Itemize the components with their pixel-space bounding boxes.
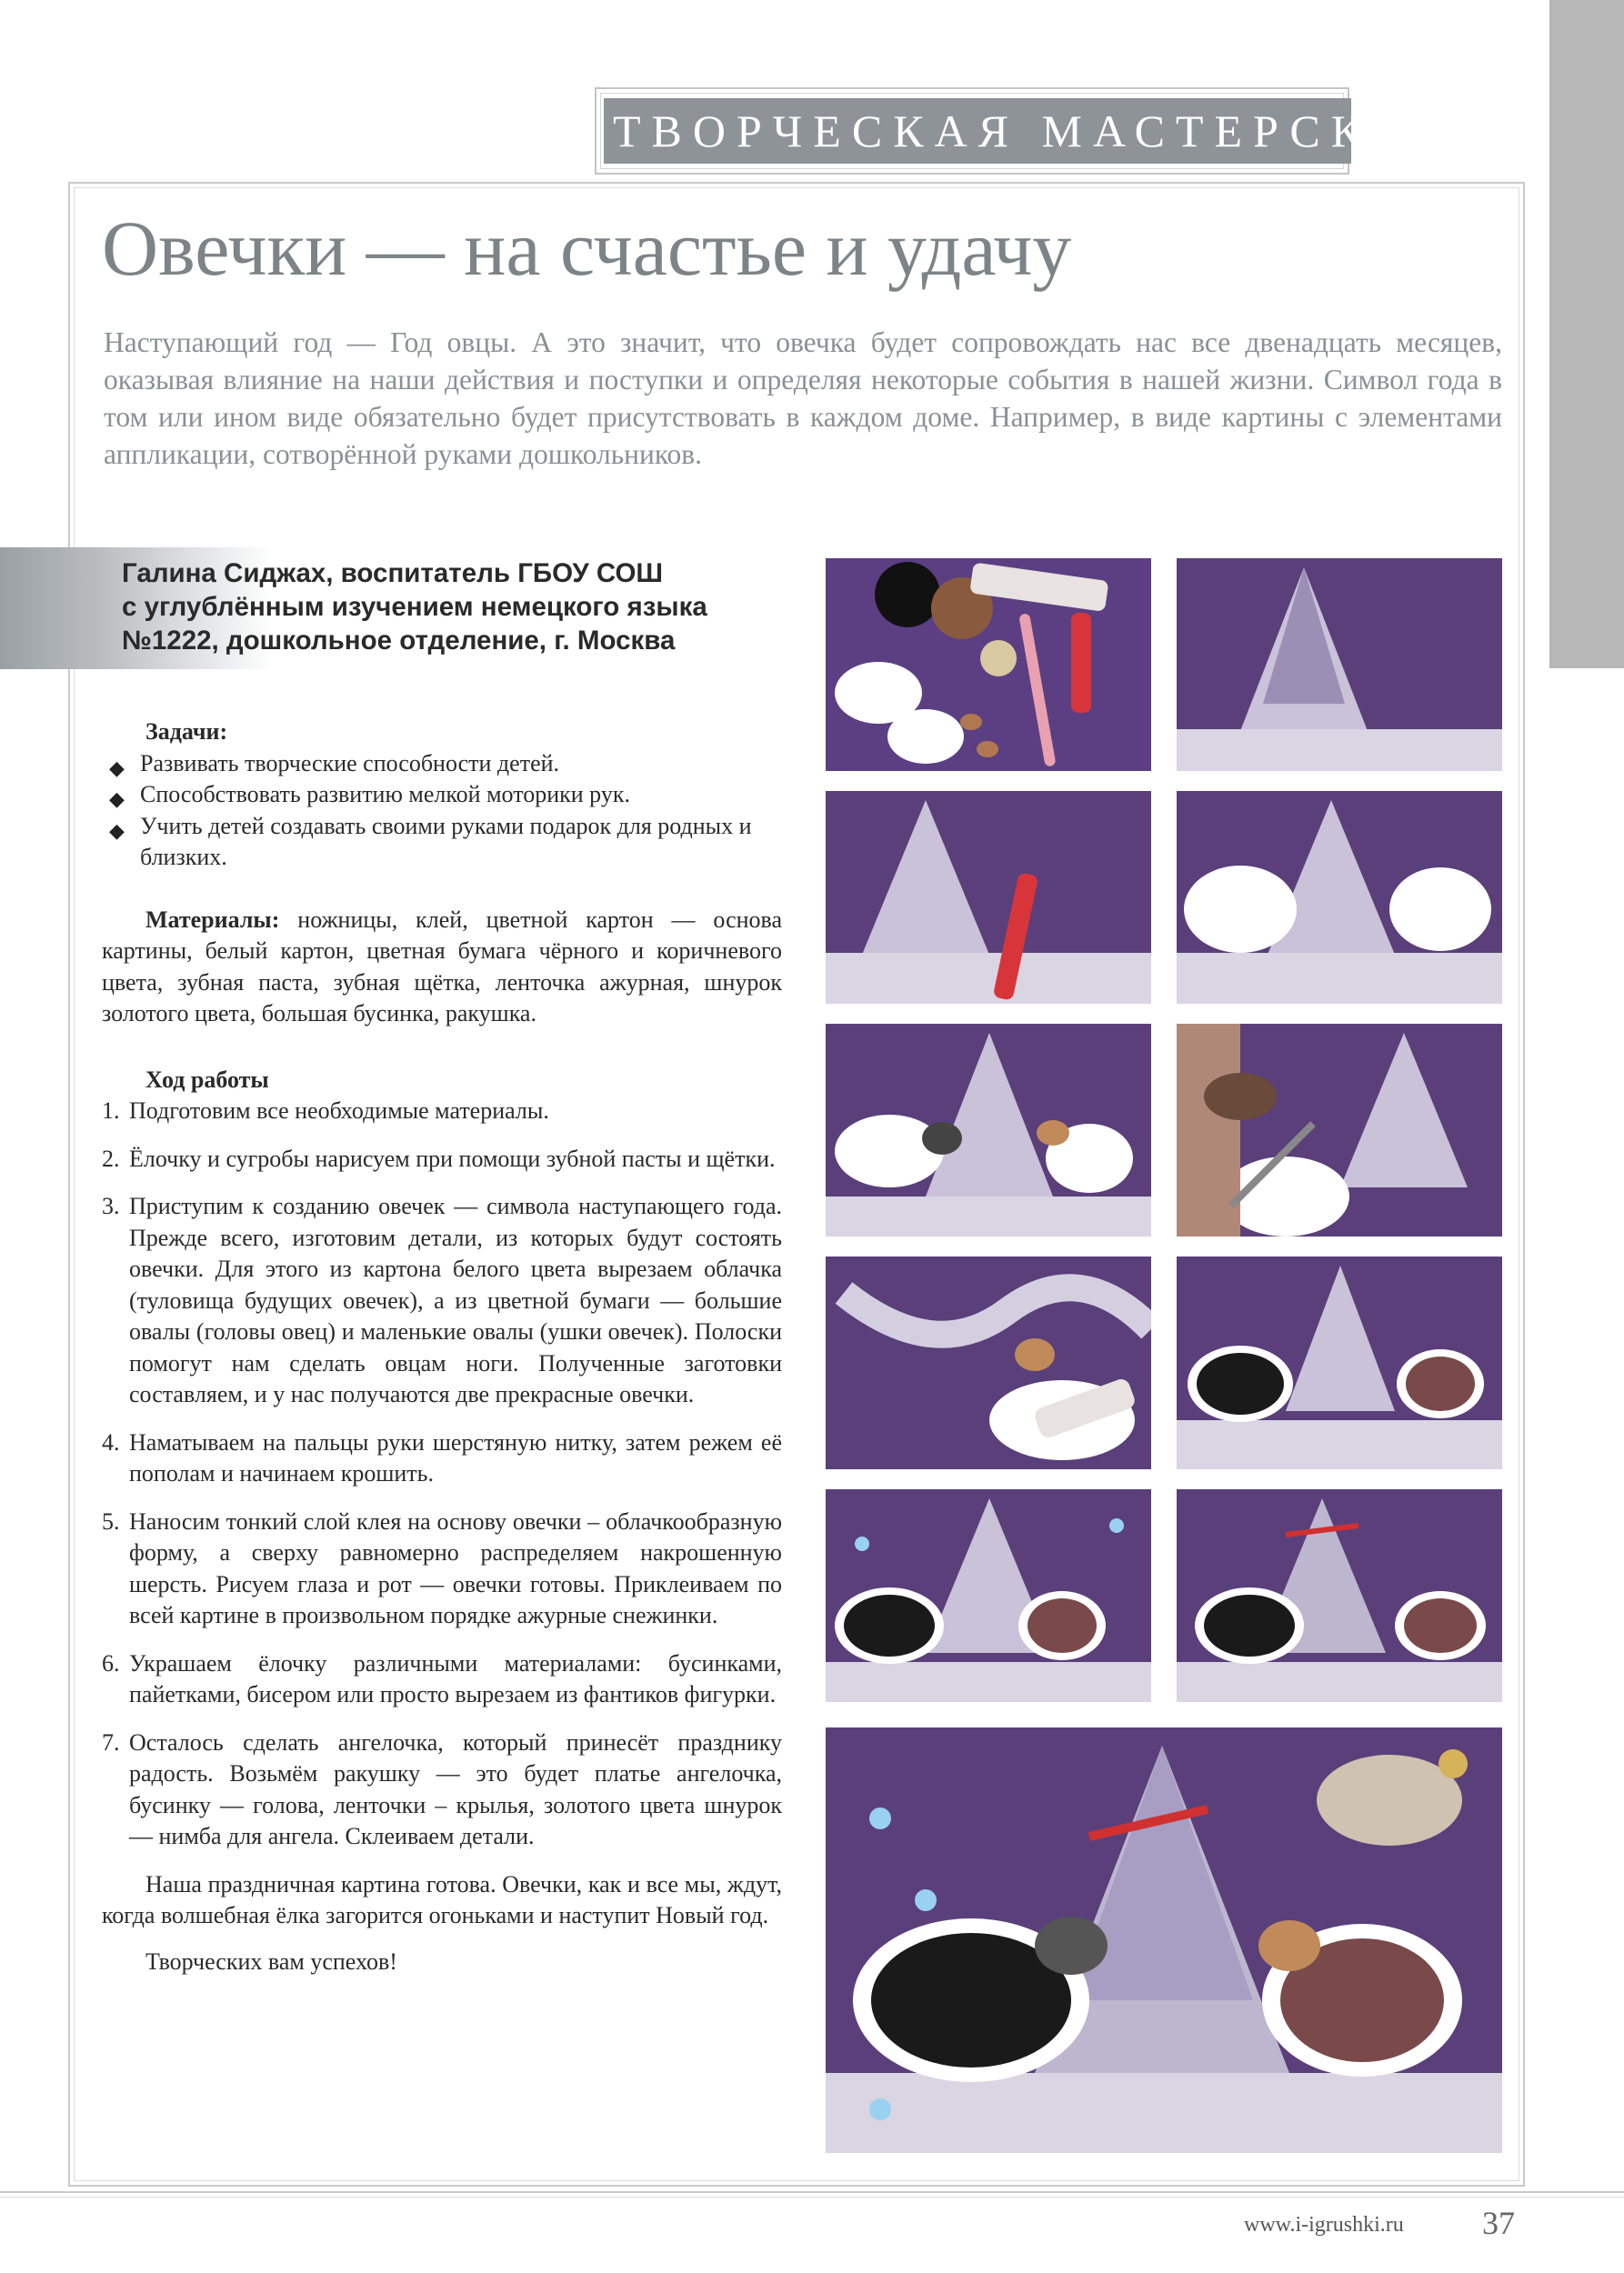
footer-rule	[0, 2191, 1624, 2193]
photo-woolly-sheep	[1177, 1257, 1502, 1469]
photo-glue	[826, 1257, 1151, 1469]
photo-materials	[826, 558, 1151, 771]
side-accent-bar	[1549, 0, 1624, 668]
closing-paragraph: Наша праздничная картина готова. Овечки, как и все мы, ждут, когда волшебная ёлка загорится огоньками и наступит Новый год.	[102, 1870, 782, 1928]
list-item: 7. Осталось сделать ангелочка, который принесёт празднику радость. Возьмём ракушку — это будет платье ангелочка, бусинку — голова, ленточки – крылья, золотого цвета шнурок — нимба для ангела. Склеиваем детали.	[102, 1728, 782, 1849]
page-number: 37	[1482, 2205, 1515, 2241]
list-item: 1. Подготовим все необходимые материалы.	[102, 1097, 549, 1124]
author-credit	[122, 556, 804, 657]
list-item: 5. Наносим тонкий слой клея на основу овечки – облачкообразную форму, а сверху равномерно распределяем накрошенную шерсть. Рисуем глаза и рот — овечки готовы. Приклеиваем по всей картине в произвольном порядке ажурные снежинки.	[102, 1507, 782, 1628]
materials-text: ножницы, клей, цветной картон — основа картины, белый картон, цветная бумага чёрного и коричневого цвета, зубная паста, зубная щётка, ленточка ажурная, шнурок золотого цвета, большая бусинка, ракушка.	[102, 906, 782, 1026]
diamond-bullet-icon: ◆	[109, 818, 125, 842]
list-item: 6. Украшаем ёлочку различными материалами: бусинками, пайетками, бисером или просто вырезаем из фантиков фигурки.	[102, 1649, 782, 1707]
photo-scissors	[1177, 1024, 1502, 1237]
wish-paragraph: Творческих вам успехов!	[145, 1948, 397, 1975]
materials-label: Материалы:	[145, 906, 280, 933]
photo-toothbrush	[826, 791, 1151, 1004]
rubric-label: ТВОРЧЕСКАЯ МАСТЕРСКАЯ	[604, 98, 1351, 164]
photo-decorated-tree	[1177, 1489, 1502, 1702]
photo-tree-paste	[1177, 558, 1502, 771]
photo-sheep-parts	[826, 1024, 1151, 1237]
author-line: №1222, дошкольное отделение, г. Москва	[122, 626, 676, 656]
footer-rule-inner	[0, 2197, 1624, 2198]
photo-final-picture	[826, 1727, 1502, 2153]
diamond-bullet-icon: ◆	[109, 756, 125, 779]
photo-cloud-shapes	[1177, 791, 1502, 1004]
work-steps	[102, 1096, 782, 1853]
list-item: ◆ Способствовать развитию мелкой моторики рук.	[102, 779, 782, 811]
article-body	[102, 716, 782, 1978]
author-line: с углублённым изучением немецкого языка	[122, 592, 707, 622]
list-item: 3. Приступим к созданию овечек — символа наступающего года. Прежде всего, изготовим детали, из которых будут состоять овечки. Для этого из картона белого цвета вырезаем облачка (туловища будущих овечек), а из цветной бумаги — большие овалы (головы овец) и маленькие овалы (ушки овечек). Полоски помогут нам сделать овцам ноги. Полученные заготовки составляем, и у нас получаются две прекрасные овечки.	[102, 1193, 782, 1407]
list-item: 2. Ёлочку и сугробы нарисуем при помощи зубной пасты и щётки.	[102, 1145, 776, 1172]
tasks-list	[102, 748, 782, 874]
list-item: ◆ Учить детей создавать своими руками подарок для родных и близких.	[109, 812, 752, 870]
materials-paragraph	[102, 905, 782, 1030]
footer-site-url[interactable]: www.i-igrushki.ru	[1244, 2213, 1404, 2237]
work-heading: Ход работы	[145, 1066, 269, 1093]
diamond-bullet-icon: ◆	[109, 787, 125, 810]
author-line: Галина Сиджах, воспитатель ГБОУ СОШ	[122, 558, 664, 588]
list-item: 4. Наматываем на пальцы руки шерстяную нитку, затем режем её пополам и начинаем крошить.	[102, 1428, 782, 1487]
photo-snowflakes	[826, 1489, 1151, 1702]
tasks-heading: Задачи:	[145, 718, 228, 745]
list-item: ◆ Развивать творческие способности детей.	[102, 748, 782, 780]
article-title: Овечки — на счастье и удачу	[102, 205, 1072, 292]
article-lead: Наступающий год — Год овцы. А это значит, что овечка будет сопровождать нас все двенадцать месяцев, оказывая влияние на наши действия и поступки и определяя некоторые события в нашей жизни. Символ года в том или ином виде обязательно будет присутствовать в каждом доме. Например, в виде картины с элементами аппликации, сотворённой руками дошкольников.	[104, 326, 1502, 470]
